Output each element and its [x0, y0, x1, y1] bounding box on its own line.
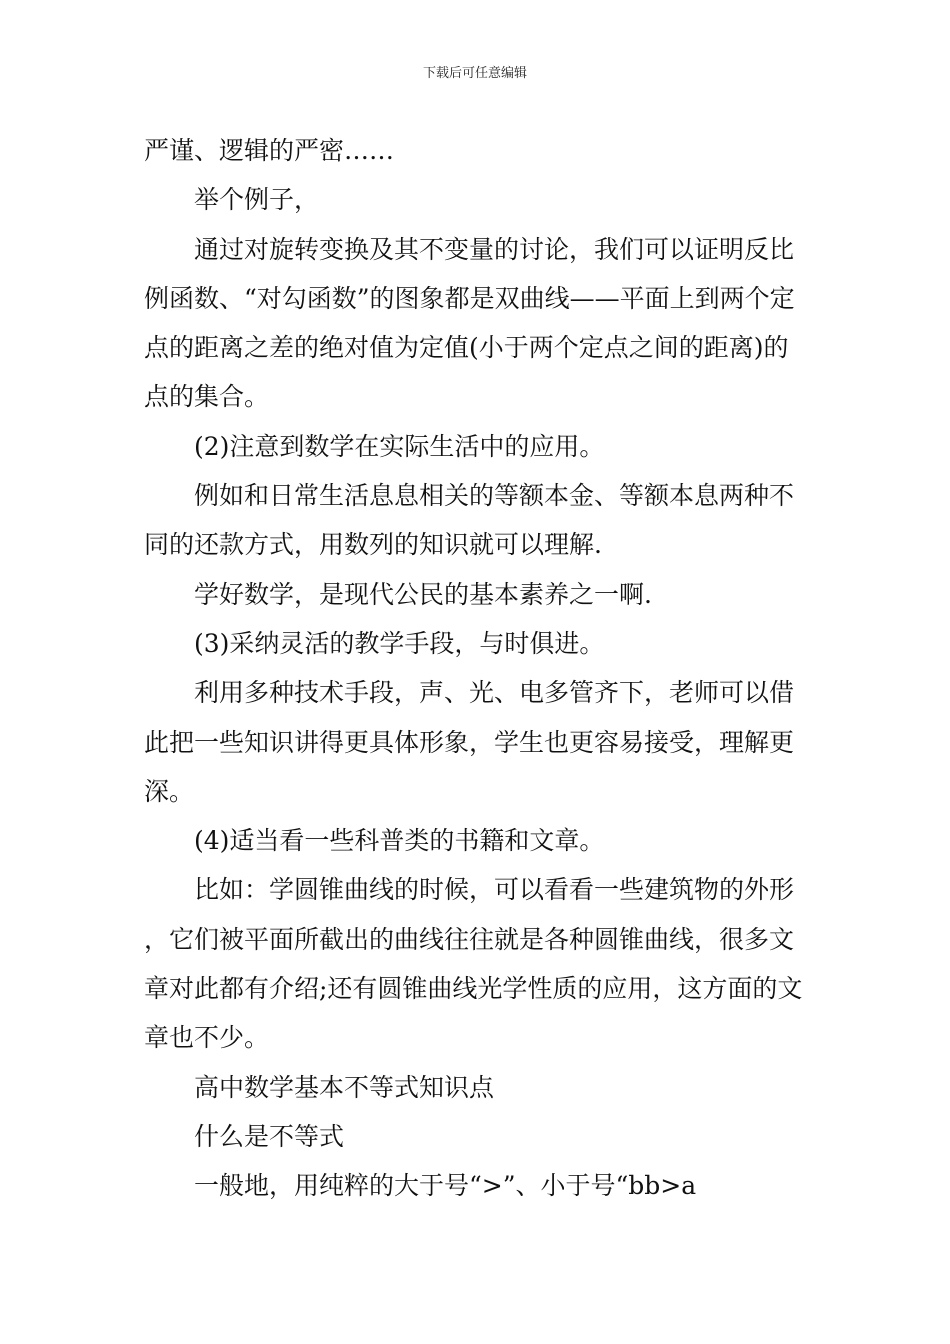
paragraph-repayment-example: 例如和日常生活息息相关的等额本金、等额本息两种不同的还款方式，用数列的知识就可以理解. — [144, 481, 795, 560]
subheading-what-is-inequality: 什么是不等式 — [194, 1121, 345, 1151]
paragraph-example-intro: 举个例子， — [194, 185, 320, 215]
paragraph-technology-means: 利用多种技术手段，声、光、电多管齐下，老师可以借此把一些知识讲得更具体形象，学生也更容易接受，理解更深。 — [144, 678, 795, 806]
paragraph-math-literacy: 学好数学，是现代公民的基本素养之一啊. — [194, 579, 652, 609]
section-heading-inequality: 高中数学基本不等式知识点 — [194, 1072, 495, 1102]
paragraph-point-3: (3)采纳灵活的教学手段，与时俱进。 — [194, 628, 605, 658]
paragraph-inequality-definition: 一般地，用纯粹的大于号“>”、小于号“bb>a — [194, 1171, 697, 1201]
paragraph-rotation-transform: 通过对旋转变换及其不变量的讨论，我们可以证明反比例函数、“对勾函数”的图象都是双曲线——平面上到两个定点的距离之差的绝对值为定值(小于两个定点之间的距离)的点的集合。 — [144, 234, 795, 412]
page-header: 下载后可任意编辑 — [422, 66, 527, 81]
paragraph-conic-example: 比如：学圆锥曲线的时候，可以看看一些建筑物的外形，它们被平面所截出的曲线往往就是各种圆锥曲线，很多文章对此都有介绍;还有圆锥曲线光学性质的应用，这方面的文章也不少。 — [144, 875, 803, 1053]
document-body — [144, 126, 810, 1211]
paragraph-point-4: (4)适当看一些科普类的书籍和文章。 — [194, 826, 605, 856]
paragraph-point-2: (2)注意到数学在实际生活中的应用。 — [194, 431, 605, 461]
paragraph-continuation: 严谨、逻辑的严密…… — [144, 136, 395, 165]
